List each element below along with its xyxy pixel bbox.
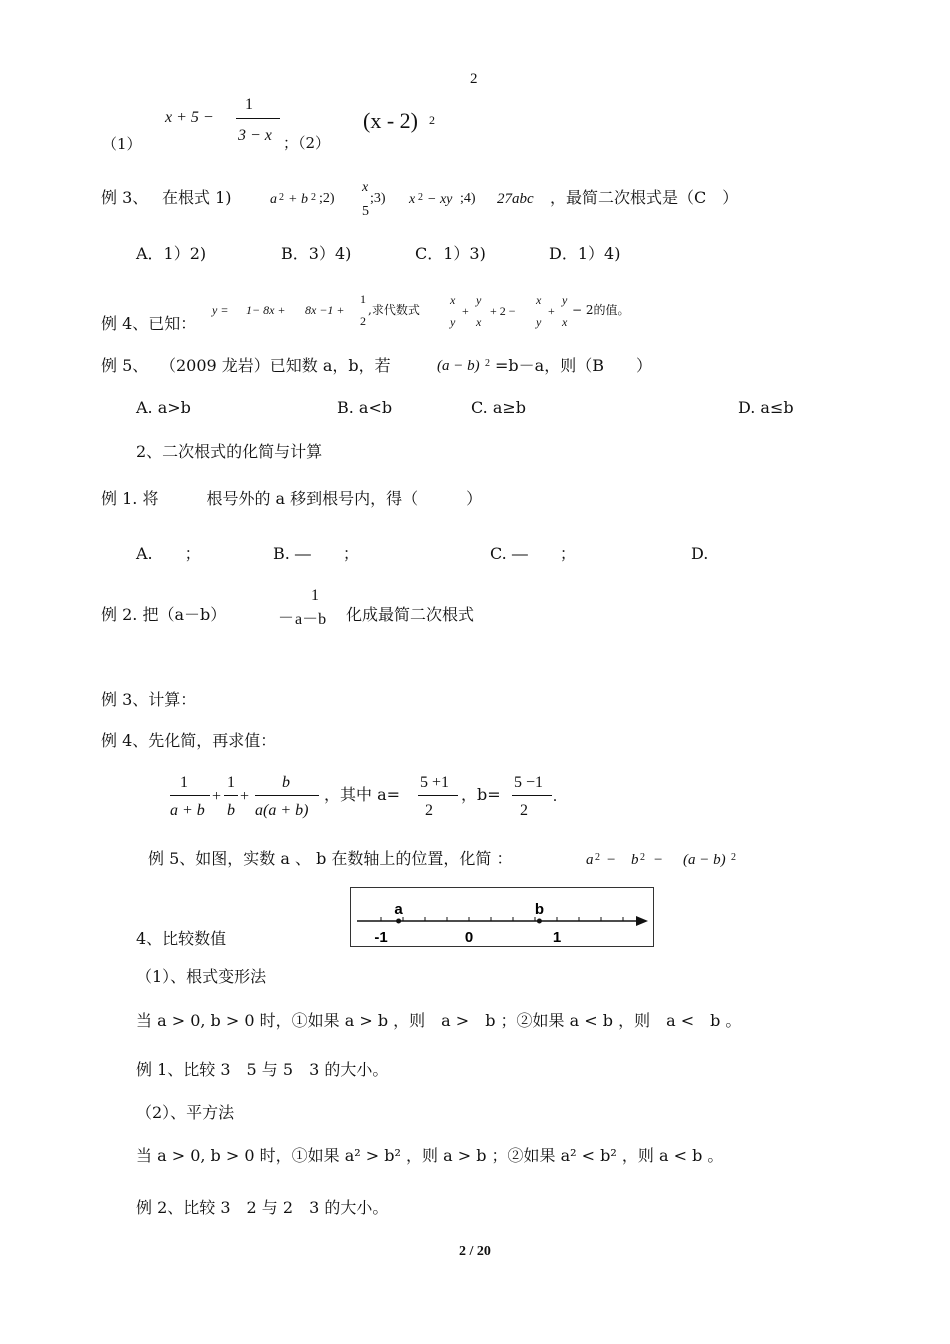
example-3-label: 例 3、 xyxy=(101,188,149,207)
label-a: a xyxy=(394,901,403,918)
frac-a1-num: x xyxy=(450,293,456,307)
radicand-sep-4: ;4) xyxy=(460,191,476,206)
example-5-expr: (a − b) xyxy=(437,358,480,374)
example-3-intro: 在根式 1) xyxy=(162,188,232,207)
s2-choice-a: A. ； xyxy=(136,544,201,563)
point-b xyxy=(537,919,542,924)
frac-a2-den: x xyxy=(476,315,482,329)
f2-bar xyxy=(224,795,238,796)
number-line-figure xyxy=(350,887,654,947)
example-5-text: （2009 龙岩）已知数 a，b，若 xyxy=(160,356,391,375)
s2-example-2-num: 1 xyxy=(311,587,319,604)
half-denominator: 2 xyxy=(360,314,366,328)
frac-b2-num: y xyxy=(562,293,568,307)
f1-num: 1 xyxy=(180,774,188,791)
f2-num: 1 xyxy=(227,774,235,791)
point-a xyxy=(396,919,401,924)
s2-choice-d: D. xyxy=(691,544,709,563)
f2-den: b xyxy=(227,802,235,819)
frac-a1-den: y xyxy=(450,315,456,329)
plus-1: + xyxy=(462,304,469,318)
choice-a: A. a>b xyxy=(136,398,191,417)
radicand-3-x: x xyxy=(409,192,416,207)
choice-b: B．3）4) xyxy=(281,244,352,263)
example-5-exp: 2 xyxy=(485,358,490,369)
ex5-c-exp: 2 xyxy=(731,852,736,863)
radicand-4: 27abc xyxy=(497,191,534,207)
s2-example-2-tail: 化成最简二次根式 xyxy=(346,605,475,624)
s2-example-2-minus: － xyxy=(278,608,295,627)
radicand-3-rest: − xy xyxy=(427,192,453,207)
choice-a: A．1）2) xyxy=(136,244,207,263)
example-5-label: 例 5、 xyxy=(101,356,149,375)
ex5-minus-1: − xyxy=(607,852,616,868)
method-2-heading: （2）、平方法 xyxy=(136,1103,235,1122)
s2-choice-c: C. ― ； xyxy=(490,544,576,563)
expression-2: (x - 2) xyxy=(363,108,418,133)
s2-choice-b: B. ― ； xyxy=(273,544,359,563)
s2-example-2: 例 2. 把（a－b） xyxy=(101,605,227,624)
example-3-tail: ，最简二次根式是（C ） xyxy=(550,188,739,207)
f1-bar xyxy=(170,795,210,796)
method-1-example: 例 1、比较 3 5 与 5 3 的大小。 xyxy=(136,1060,389,1079)
f3-num: b xyxy=(282,774,290,791)
s2-example-3: 例 3、计算： xyxy=(101,690,197,709)
example-4-label: 例 4、已知： xyxy=(101,314,197,333)
half-numerator: 1 xyxy=(360,292,366,306)
radicand-1-exp2: 2 xyxy=(311,192,316,203)
frac-b1-num: x xyxy=(536,293,542,307)
item-label-1: （1） xyxy=(102,135,142,153)
ex5-b: b xyxy=(631,852,639,868)
b-value-den: 2 xyxy=(520,802,528,819)
ex5-a-exp: 2 xyxy=(595,852,600,863)
tick-label-minus-1: -1 xyxy=(374,929,388,946)
radicand-3-exp: 2 xyxy=(418,192,423,203)
plus-2: + 2 − xyxy=(490,304,516,318)
radicand-1-b: + b xyxy=(288,192,308,207)
item-separator: ；（2） xyxy=(283,134,331,152)
ex5-minus-2: − xyxy=(654,852,663,868)
f3-bar xyxy=(255,795,319,796)
frac-b2-den: x xyxy=(562,315,568,329)
section-4-heading: 4、比较数值 xyxy=(136,929,227,948)
plus-3: + xyxy=(548,304,555,318)
a-value-den: 2 xyxy=(425,802,433,819)
s2-example-5: 例 5、如图，实数 a 、 b 在数轴上的位置，化简 ： xyxy=(148,849,513,868)
plus-a: + xyxy=(212,788,222,805)
method-1-heading: （1）、根式变形法 xyxy=(136,967,267,986)
example-5-tail: =b－a，则（B ） xyxy=(495,356,652,375)
radicand-sep-2: ;2) xyxy=(319,191,335,206)
fraction-numerator: 1 xyxy=(245,96,253,113)
a-value-num: 5 +1 xyxy=(420,774,450,791)
radical-2: 8x −1 + xyxy=(305,303,345,317)
method-2-example: 例 2、比较 3 2 与 2 3 的大小。 xyxy=(136,1198,389,1217)
frac-a2-num: y xyxy=(476,293,482,307)
superscript-2: 2 xyxy=(470,71,478,87)
tick-label-0: 0 xyxy=(464,929,474,946)
expression-1-part: x + 5 − xyxy=(165,109,214,126)
b-value-num: 5 −1 xyxy=(514,774,544,791)
ex5-b-exp: 2 xyxy=(640,852,645,863)
choice-c: C. a≥b xyxy=(471,398,527,417)
number-line-svg xyxy=(351,888,653,946)
page-number: 2 / 20 xyxy=(459,1244,491,1259)
tick-label-1: 1 xyxy=(552,929,562,946)
ex5-a: a xyxy=(586,852,594,868)
radicand-1-a: a xyxy=(270,192,277,207)
frac-b1-den: y xyxy=(536,315,542,329)
b-value-bar xyxy=(512,795,552,796)
f3-den: a(a + b) xyxy=(255,802,309,819)
fraction-denominator: 3 − x xyxy=(238,127,272,144)
f1-den: a + b xyxy=(170,802,205,819)
radicand-1-exp: 2 xyxy=(279,192,284,203)
fraction-bar xyxy=(236,118,280,119)
choice-c: C．1）3) xyxy=(415,244,486,263)
choice-d: D．1）4) xyxy=(549,244,621,263)
ex4-tail: − 2的值。 xyxy=(572,303,630,317)
label-b: b xyxy=(534,901,544,918)
choice-b: B. a<b xyxy=(337,398,393,417)
radicand-2-num: x xyxy=(362,180,369,195)
where-a: ，其中 a= xyxy=(324,785,401,804)
ex5-c: (a − b) xyxy=(683,852,726,868)
method-2-rule: 当 a > 0, b > 0 时，①如果 a² > b² ，则 a > b ；②如果 a² < b² ，则 a < b 。 xyxy=(136,1146,724,1165)
section-2-heading: 2、二次根式的化简与计算 xyxy=(136,442,323,461)
y-equals: y = xyxy=(212,303,229,317)
radicand-sep-3: ;3) xyxy=(370,191,386,206)
axis-arrow xyxy=(636,916,648,926)
radical-1: 1− 8x + xyxy=(246,303,286,317)
a-value-bar xyxy=(418,795,458,796)
choice-d: D. a≤b xyxy=(738,398,794,417)
plus-b: + xyxy=(240,788,250,805)
radicand-2-den: 5 xyxy=(362,204,369,219)
b-label: ，b= xyxy=(461,785,501,804)
s2-example-2-den: a－b xyxy=(295,611,327,628)
s2-example-1: 例 1. 将 根号外的 a 移到根号内，得（ ） xyxy=(101,489,483,508)
ex4-mid-text: ,求代数式 xyxy=(368,303,420,317)
method-1-rule: 当 a > 0, b > 0 时，①如果 a > b ，则 a > b ；②如果 a < b ，则 a < b 。 xyxy=(136,1011,742,1030)
expression-2-exponent: 2 xyxy=(429,113,435,127)
period: . xyxy=(553,788,557,805)
s2-example-4: 例 4、先化简，再求值： xyxy=(101,731,277,750)
